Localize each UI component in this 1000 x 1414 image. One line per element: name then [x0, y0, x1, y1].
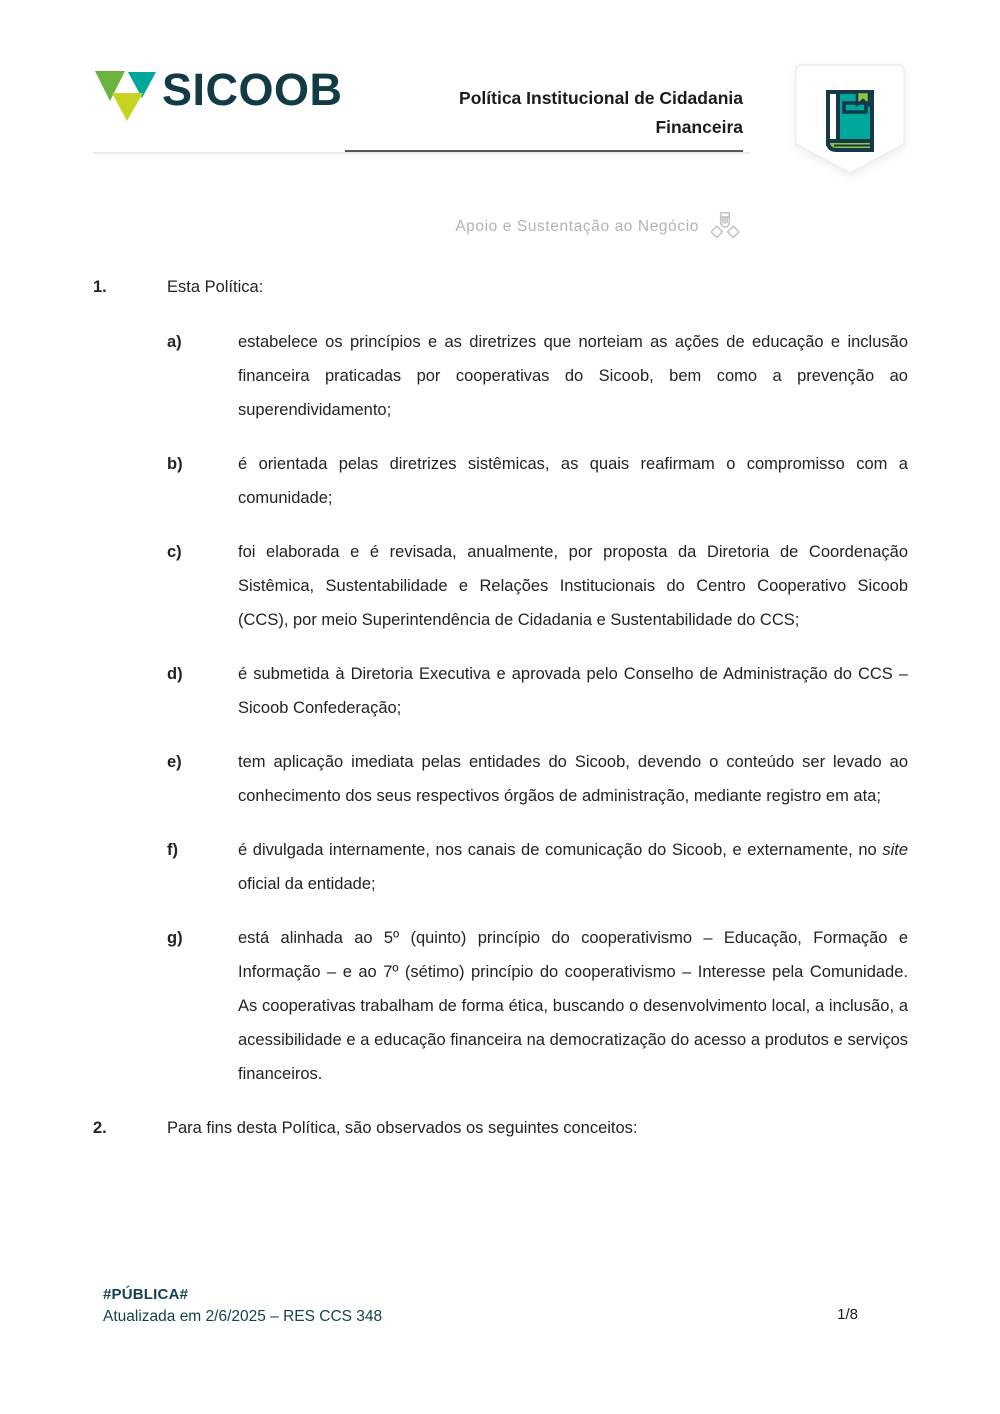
- classification-label: #PÚBLICA#: [103, 1286, 189, 1303]
- item-letter: f): [167, 841, 178, 859]
- revision-info: Atualizada em 2/6/2025 – RES CCS 348: [103, 1308, 383, 1325]
- item-letter: b): [167, 455, 183, 473]
- book-badge: [795, 64, 905, 176]
- text-part: oficial da entidade;: [238, 875, 376, 893]
- item-text: é orientada pelas diretrizes sistêmicas, as quais reafirmam o compromisso com a comunidade;: [238, 455, 908, 507]
- list-item-d: [93, 657, 908, 725]
- item-text: é submetida à Diretoria Executiva e aprovada pelo Conselho de Administração do CCS – Sicoob Confederação;: [238, 665, 908, 717]
- page-title: [345, 84, 743, 142]
- item-letter: e): [167, 753, 182, 771]
- list-item-b: [93, 447, 908, 515]
- list-item-e: [93, 745, 908, 813]
- page-number: 1/8: [837, 1306, 858, 1323]
- item-text: estabelece os princípios e as diretrizes que norteiam as ações de educação e inclusão financeira praticadas por cooperativas do Sicoob, bem como a prevenção ao superendividamento;: [238, 333, 908, 419]
- item-number: 2.: [93, 1119, 107, 1137]
- item-text: foi elaborada e é revisada, anualmente, por proposta da Diretoria de Coordenação Sistêmica, Sustentabilidade e Relações Institucionais do Centro Cooperativo Sicoob (CCS), por meio Superintendência de Cidadania e Sustentabilidade do CCS;: [238, 543, 908, 629]
- item-number: 1.: [93, 278, 107, 296]
- sicoob-triangles-icon: [93, 62, 157, 122]
- department-label-row: [455, 210, 742, 244]
- brand-name: SICOOB: [162, 64, 343, 115]
- list-item-2: [93, 1111, 908, 1145]
- title-line1: Política Institucional de Cidadania: [459, 88, 743, 108]
- item-text: [238, 833, 908, 901]
- item-letter: c): [167, 543, 182, 561]
- footer: [103, 1286, 382, 1326]
- item-text: está alinhada ao 5º (quinto) princípio do cooperativismo – Educação, Formação e Informação – e ao 7º (sétimo) princípio do cooperativismo – Interesse pela Comunidade. As cooperativas trabalham de forma ética, buscando o desenvolvimento local, a inclusão, a acessibilidade e a educação financeira na democratização do acesso a produtos e serviços financeiros.: [238, 929, 908, 1083]
- list-item-c: [93, 535, 908, 637]
- item-letter: g): [167, 929, 183, 947]
- list-item-f: [93, 833, 908, 901]
- item-text: Para fins desta Política, são observados os seguintes conceitos:: [167, 1119, 638, 1137]
- department-label: Apoio e Sustentação ao Negócio: [455, 218, 699, 235]
- list-item-g: [93, 921, 908, 1091]
- item-letter: a): [167, 333, 182, 351]
- item-text: tem aplicação imediata pelas entidades do Sicoob, devendo o conteúdo ser levado ao conhecimento dos seus respectivos órgãos de administração, mediante registro em ata;: [238, 753, 908, 805]
- item-text: Esta Política:: [167, 278, 264, 296]
- item-letter: d): [167, 665, 183, 683]
- book-icon: [795, 64, 905, 176]
- title-line2: Financeira: [655, 117, 743, 137]
- list-item-1: [93, 270, 908, 304]
- hands-together-icon: [708, 210, 742, 244]
- sicoob-logo: [93, 62, 343, 122]
- header-divider: [93, 152, 750, 154]
- list-item-a: [93, 325, 908, 427]
- title-block: [345, 84, 743, 152]
- text-part: é divulgada internamente, nos canais de comunicação do Sicoob, e externamente, no: [238, 841, 883, 859]
- italic-term: site: [882, 841, 908, 859]
- document-body: [93, 270, 908, 1166]
